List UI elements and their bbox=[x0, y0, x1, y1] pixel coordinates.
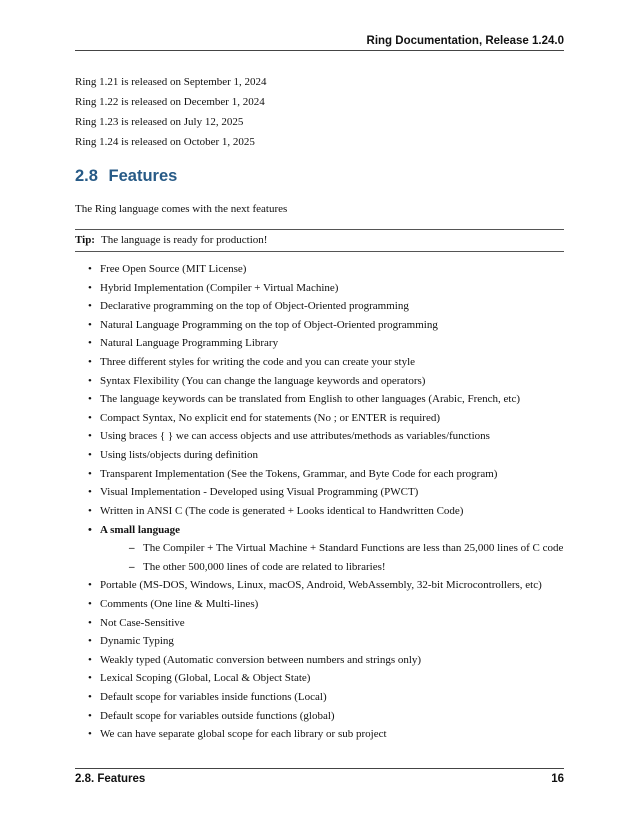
tip-text: The language is ready for production! bbox=[100, 234, 268, 246]
bullet-marker: • bbox=[88, 579, 92, 592]
footer-section-label: 2.8. Features bbox=[75, 773, 146, 785]
feature-item bbox=[88, 337, 563, 356]
feature-item bbox=[88, 412, 563, 431]
feature-item bbox=[88, 319, 563, 338]
feature-item bbox=[88, 486, 563, 505]
feature-text: A small language bbox=[100, 523, 181, 536]
bullet-marker: • bbox=[88, 616, 92, 629]
release-item: Ring 1.21 is released on September 1, 2024 bbox=[75, 76, 267, 88]
section-intro: The Ring language comes with the next features bbox=[75, 203, 288, 215]
section-heading bbox=[75, 166, 177, 186]
header-divider bbox=[75, 50, 564, 51]
page-number: 16 bbox=[551, 773, 564, 785]
feature-list bbox=[88, 263, 563, 747]
feature-text: Default scope for variables inside functions (Local) bbox=[100, 691, 327, 704]
dash-marker: – bbox=[129, 560, 135, 573]
bullet-marker: • bbox=[88, 411, 92, 424]
feature-text: Natural Language Programming on the top of Object-Oriented programming bbox=[100, 318, 438, 331]
feature-item bbox=[88, 393, 563, 412]
bullet-marker: • bbox=[88, 281, 92, 294]
feature-item bbox=[88, 710, 563, 729]
feature-text: Syntax Flexibility (You can change the language keywords and operators) bbox=[100, 374, 426, 387]
bullet-marker: • bbox=[88, 337, 92, 350]
bullet-marker: • bbox=[88, 449, 92, 462]
section-title: Features bbox=[108, 167, 178, 185]
bullet-marker: • bbox=[88, 728, 92, 741]
tip-box bbox=[75, 229, 564, 252]
bullet-marker: • bbox=[88, 467, 92, 480]
feature-item bbox=[88, 300, 563, 319]
bullet-marker: • bbox=[88, 430, 92, 443]
feature-text: Compact Syntax, No explicit end for statements (No ; or ENTER is required) bbox=[100, 411, 441, 424]
feature-item bbox=[88, 524, 563, 543]
feature-text: Weakly typed (Automatic conversion between numbers and strings only) bbox=[100, 653, 422, 666]
feature-subitem bbox=[88, 561, 563, 580]
bullet-marker: • bbox=[88, 486, 92, 499]
feature-item bbox=[88, 430, 563, 449]
feature-item bbox=[88, 635, 563, 654]
bullet-marker: • bbox=[88, 672, 92, 685]
feature-item bbox=[88, 672, 563, 691]
bullet-marker: • bbox=[88, 653, 92, 666]
feature-text: We can have separate global scope for each library or sub project bbox=[100, 728, 387, 741]
feature-text: Lexical Scoping (Global, Local & Object State) bbox=[100, 672, 311, 685]
bullet-marker: • bbox=[88, 691, 92, 704]
bullet-marker: • bbox=[88, 635, 92, 648]
feature-text: Default scope for variables outside functions (global) bbox=[100, 709, 335, 722]
feature-item bbox=[88, 617, 563, 636]
release-item: Ring 1.23 is released on July 12, 2025 bbox=[75, 116, 244, 128]
bullet-marker: • bbox=[88, 393, 92, 406]
bullet-marker: • bbox=[88, 263, 92, 275]
tip-label: Tip: bbox=[75, 234, 95, 246]
feature-text: Transparent Implementation (See the Tokens, Grammar, and Byte Code for each program) bbox=[100, 467, 498, 480]
feature-item bbox=[88, 691, 563, 710]
feature-item bbox=[88, 375, 563, 394]
feature-item bbox=[88, 505, 563, 524]
bullet-marker: • bbox=[88, 374, 92, 387]
feature-text: Declarative programming on the top of Object-Oriented programming bbox=[100, 300, 409, 313]
feature-text: Portable (MS-DOS, Windows, Linux, macOS, Android, WebAssembly, 32-bit Microcontrollers, etc) bbox=[100, 579, 542, 592]
feature-text: Visual Implementation - Developed using Visual Programming (PWCT) bbox=[100, 486, 419, 499]
release-item: Ring 1.24 is released on October 1, 2025 bbox=[75, 136, 255, 148]
feature-subtext: The Compiler + The Virtual Machine + Standard Functions are less than 25,000 lines of C code bbox=[143, 542, 564, 555]
footer-divider bbox=[75, 768, 564, 769]
section-number: 2.8 bbox=[75, 167, 98, 185]
bullet-marker: • bbox=[88, 597, 92, 610]
feature-text: Free Open Source (MIT License) bbox=[100, 263, 247, 275]
feature-item bbox=[88, 468, 563, 487]
feature-item bbox=[88, 598, 563, 617]
feature-text: The language keywords can be translated from English to other languages (Arabic, French, etc) bbox=[100, 393, 520, 406]
feature-item bbox=[88, 579, 563, 598]
feature-item bbox=[88, 263, 563, 282]
feature-item bbox=[88, 654, 563, 673]
bullet-marker: • bbox=[88, 523, 92, 536]
bullet-marker: • bbox=[88, 504, 92, 517]
feature-item bbox=[88, 356, 563, 375]
feature-text: Comments (One line & Multi-lines) bbox=[100, 597, 259, 610]
feature-item bbox=[88, 449, 563, 468]
feature-subtext: The other 500,000 lines of code are related to libraries! bbox=[143, 560, 386, 573]
feature-text: Using braces { } we can access objects and use attributes/methods as variables/functions bbox=[100, 430, 490, 443]
feature-item bbox=[88, 728, 563, 747]
feature-text: Dynamic Typing bbox=[100, 635, 174, 648]
release-list bbox=[75, 76, 267, 156]
running-header: Ring Documentation, Release 1.24.0 bbox=[366, 35, 564, 47]
feature-text: Not Case-Sensitive bbox=[100, 616, 185, 629]
bullet-marker: • bbox=[88, 709, 92, 722]
dash-marker: – bbox=[129, 542, 135, 555]
release-item: Ring 1.22 is released on December 1, 2024 bbox=[75, 96, 265, 108]
bullet-marker: • bbox=[88, 356, 92, 369]
feature-item bbox=[88, 282, 563, 301]
feature-text: Written in ANSI C (The code is generated + Looks identical to Handwritten Code) bbox=[100, 504, 464, 517]
feature-text: Three different styles for writing the code and you can create your style bbox=[100, 356, 416, 369]
feature-text: Hybrid Implementation (Compiler + Virtual Machine) bbox=[100, 281, 339, 294]
bullet-marker: • bbox=[88, 318, 92, 331]
feature-subitem bbox=[88, 542, 563, 561]
bullet-marker: • bbox=[88, 300, 92, 313]
feature-text: Using lists/objects during definition bbox=[100, 449, 258, 462]
feature-text: Natural Language Programming Library bbox=[100, 337, 279, 350]
